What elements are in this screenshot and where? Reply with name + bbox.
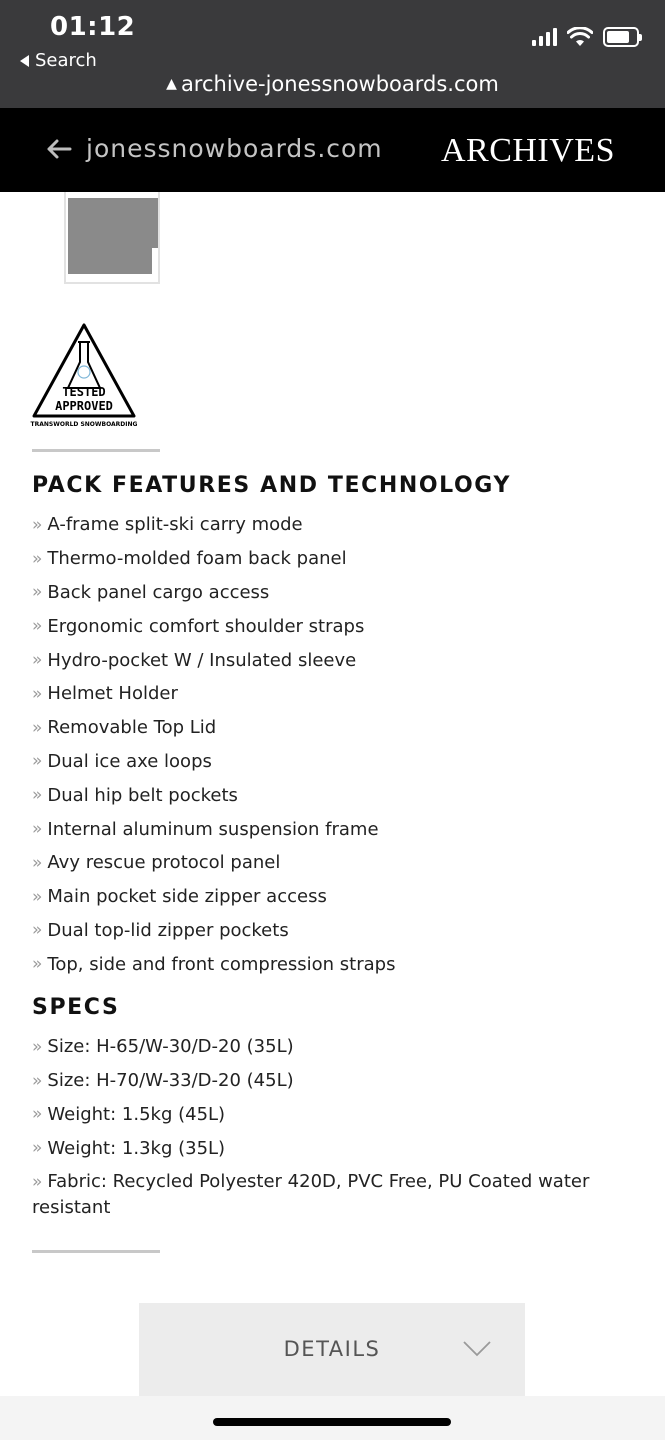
battery-icon — [603, 27, 639, 47]
list-item: » Removable Top Lid — [32, 717, 217, 739]
list-item: » Thermo-molded foam back panel — [32, 548, 347, 570]
back-to-search-button[interactable] — [20, 50, 97, 71]
double-chevron-icon: » — [32, 886, 43, 907]
specs-heading: SPECS — [32, 995, 120, 1020]
list-item: » Avy rescue protocol panel — [32, 852, 281, 874]
status-bar — [0, 0, 665, 108]
double-chevron-icon: » — [32, 683, 43, 704]
double-chevron-icon: » — [32, 819, 43, 840]
list-item: » Weight: 1.3kg (35L) — [32, 1137, 226, 1159]
home-indicator[interactable] — [213, 1418, 451, 1426]
features-list — [32, 508, 395, 981]
list-item: » Size: H-70/W-33/D-20 (45L) — [32, 1070, 294, 1092]
double-chevron-icon: » — [32, 717, 43, 738]
double-chevron-icon: » — [32, 1104, 43, 1125]
double-chevron-icon: » — [32, 954, 43, 975]
list-item: » Back panel cargo access — [32, 581, 270, 603]
url-text: archive-jonessnowboards.com — [180, 72, 499, 96]
site-header — [0, 108, 665, 192]
url-bar[interactable] — [0, 72, 665, 96]
list-item: » Size: H-65/W-30/D-20 (35L) — [32, 1036, 294, 1058]
double-chevron-icon: » — [32, 1070, 43, 1091]
double-chevron-icon: » — [32, 616, 43, 637]
list-item: » Internal aluminum suspension frame — [32, 818, 379, 840]
details-accordion-button[interactable] — [139, 1303, 525, 1399]
arrow-left-icon — [46, 138, 72, 160]
list-item: » Fabric: Recycled Polyester 420D, PVC Free, PU Coated water resistant — [32, 1171, 590, 1219]
double-chevron-icon: » — [32, 1172, 43, 1193]
lock-icon: ▲ — [166, 76, 177, 92]
specs-list — [32, 1030, 612, 1221]
page-title: ARCHIVES — [440, 132, 615, 169]
double-chevron-icon: » — [32, 514, 43, 535]
features-heading: PACK FEATURES AND TECHNOLOGY — [32, 473, 512, 498]
status-time: 01:12 — [50, 12, 136, 42]
list-item: » Helmet Holder — [32, 683, 178, 705]
back-to-main-site-link[interactable] — [46, 134, 383, 163]
back-triangle-icon — [20, 55, 29, 67]
list-item: » Top, side and front compression straps — [32, 953, 396, 975]
badge-line2: APPROVED — [55, 399, 113, 413]
double-chevron-icon: » — [32, 785, 43, 806]
product-thumbnail[interactable] — [64, 192, 160, 284]
list-item: » A-frame split-ski carry mode — [32, 514, 303, 536]
double-chevron-icon: » — [32, 751, 43, 772]
list-item: » Dual ice axe loops — [32, 750, 212, 772]
product-thumbnail-image — [68, 198, 158, 274]
double-chevron-icon: » — [32, 920, 43, 941]
double-chevron-icon: » — [32, 1138, 43, 1159]
divider — [32, 449, 160, 452]
list-item: » Hydro-pocket W / Insulated sleeve — [32, 649, 357, 671]
chevron-down-icon — [463, 1341, 491, 1357]
double-chevron-icon: » — [32, 548, 43, 569]
tested-approved-badge — [30, 320, 138, 430]
details-label: DETAILS — [283, 1337, 381, 1361]
back-to-search-label: Search — [35, 50, 97, 71]
list-item: » Dual hip belt pockets — [32, 784, 238, 806]
wifi-icon — [567, 27, 593, 47]
list-item: » Main pocket side zipper access — [32, 886, 327, 908]
double-chevron-icon: » — [32, 852, 43, 873]
main-site-link-label: jonessnowboards.com — [86, 134, 383, 163]
list-item: » Ergonomic comfort shoulder straps — [32, 615, 365, 637]
double-chevron-icon: » — [32, 582, 43, 603]
list-item: » Dual top-lid zipper pockets — [32, 919, 289, 941]
double-chevron-icon: » — [32, 650, 43, 671]
cellular-signal-icon — [532, 28, 557, 46]
divider — [32, 1250, 160, 1253]
double-chevron-icon: » — [32, 1036, 43, 1057]
badge-caption: TRANSWORLD SNOWBOARDING — [30, 421, 138, 428]
list-item: » Weight: 1.5kg (45L) — [32, 1103, 226, 1125]
status-icons — [532, 27, 639, 47]
badge-line1: TESTED — [62, 385, 106, 399]
